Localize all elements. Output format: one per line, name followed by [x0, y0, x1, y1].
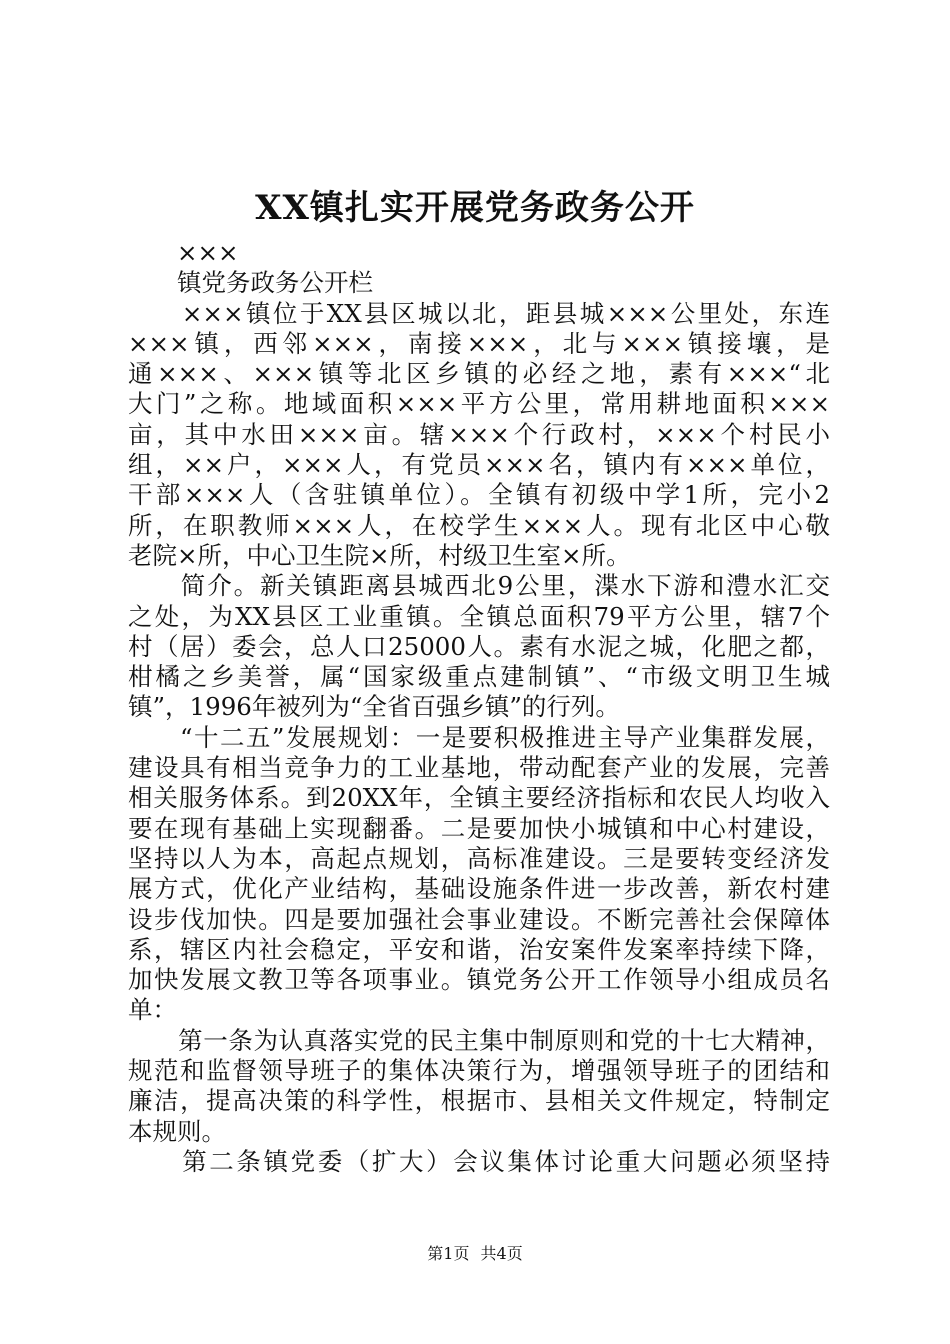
text-line: 坚持以人为本，高起点规划，高标准建设。三是要转变经济发: [128, 843, 830, 873]
text-line: 通×××、×××镇等北区乡镇的必经之地，素有×××“北: [128, 359, 830, 389]
text-line: 本规则。: [128, 1116, 226, 1146]
text-line: 加快发展文教卫等各项事业。镇党务公开工作领导小组成员名: [128, 965, 830, 995]
text-line: 相关服务体系。到20XX年，全镇主要经济指标和农民人均收入: [128, 783, 830, 813]
text-line: 村（居）委会，总人口25000人。素有水泥之城，化肥之都，: [128, 631, 830, 661]
text-line: “十二五”发展规划：一是要积极推进主导产业集群发展，: [128, 722, 830, 752]
text-line: 第二条镇党委（扩大）会议集体讨论重大问题必须坚持: [128, 1146, 830, 1176]
text-line: 系，辖区内社会稳定，平安和谐，治安案件发案率持续下降，: [128, 934, 830, 964]
text-line: 展方式，优化产业结构，基础设施条件进一步改善，新农村建: [128, 874, 830, 904]
text-line: 镇党务政务公开栏: [128, 268, 373, 298]
page-total: 共4页: [480, 1244, 523, 1263]
text-line: 大门”之称。地域面积×××平方公里，常用耕地面积×××: [128, 389, 830, 419]
text-line: ×××镇，西邻×××，南接×××，北与×××镇接壤，是: [128, 328, 830, 358]
text-line: 亩，其中水田×××亩。辖×××个行政村，×××个村民小: [128, 419, 830, 449]
text-line: 组，××户，×××人，有党员×××名，镇内有×××单位，: [128, 450, 830, 480]
text-line: 规范和监督领导班子的集体决策行为，增强领导班子的团结和: [128, 1056, 830, 1086]
text-line: 所，在职教师×××人，在校学生×××人。现有北区中心敬: [128, 510, 830, 540]
text-line: 第一条为认真落实党的民主集中制原则和党的十七大精神，: [128, 1025, 830, 1055]
page-number: 第1页: [427, 1244, 470, 1263]
text-line: 干部×××人（含驻镇单位）。全镇有初级中学1所，完小2: [128, 480, 830, 510]
text-line: ×××: [128, 238, 239, 267]
text-line: 老院×所，中心卫生院×所，村级卫生室×所。: [128, 540, 631, 570]
text-line: 建设具有相当竞争力的工业基地，带动配套产业的发展，完善: [128, 753, 830, 783]
text-line: 柑橘之乡美誉，属“国家级重点建制镇”、“市级文明卫生城: [128, 662, 830, 692]
text-line: 单：: [128, 995, 177, 1025]
text-line: 之处，为XX县区工业重镇。全镇总面积79平方公里，辖7个: [128, 601, 830, 631]
text-line: 镇”，1996年被列为“全省百强乡镇”的行列。: [128, 692, 620, 722]
text-line: ×××镇位于XX县区城以北，距县城×××公里处，东连: [128, 298, 830, 328]
text-line: 简介。新关镇距离县城西北9公里，渫水下游和澧水汇交: [128, 571, 830, 601]
text-line: 设步伐加快。四是要加强社会事业建设。不断完善社会保障体: [128, 904, 830, 934]
text-line: 要在现有基础上实现翻番。二是要加快小城镇和中心村建设，: [128, 813, 830, 843]
document-body: [128, 238, 830, 1177]
page-footer: [0, 1242, 950, 1266]
text-line: 廉洁，提高决策的科学性，根据市、县相关文件规定，特制定: [128, 1086, 830, 1116]
document-title: XX镇扎实开展党务政务公开: [255, 188, 695, 228]
